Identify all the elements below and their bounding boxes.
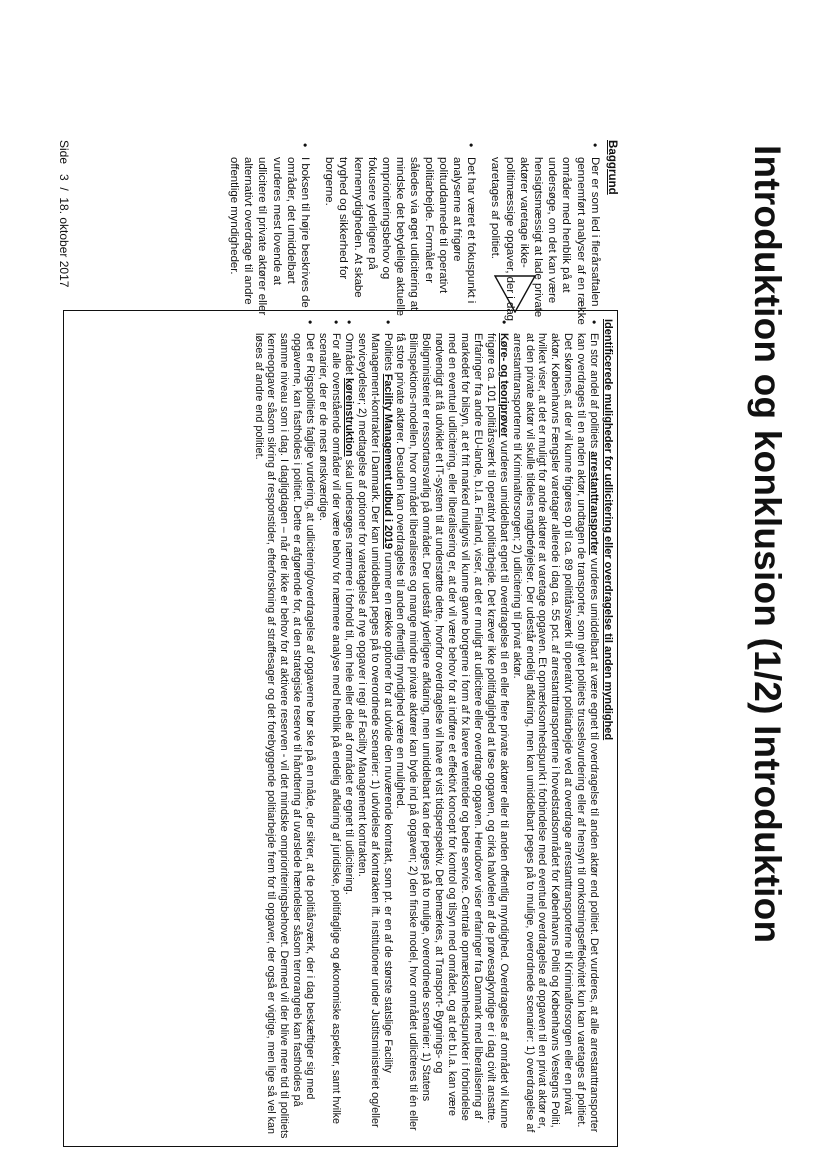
background-bullet: • I boksen til højre beskrives de områder, det umiddelbart vurderes mest lovende at udlicitere til private aktører eller alternativt overdrage til andre offentlige myndigheder. bbox=[227, 140, 312, 325]
background-bullet: • Der er som led i flerårsaftalen gennemført analyser af en række områder med henblik på at undersøge, om det kan være hensigtsmæssigt at lade private aktører varetage ikke-politimæssige opgaver, der i dag varetages af politiet. bbox=[488, 140, 602, 325]
identified-options-box bbox=[63, 310, 618, 1147]
background-bullet: • Det har været et fokuspunkt i analyserne at frigøre polituddannede til operativt politiarbejde. Formålet er således via øget udlicitering at mindske det betydelige aktuelle omprioriteringsbehov og fokusere yderligere på kernemydigheden. At skabe tryghed og sikkerhed for borgerne. bbox=[322, 140, 478, 325]
background-heading: Baggrund bbox=[606, 140, 619, 195]
option-item: • Politiets Facility Management udbud i 2019 rummer en række optioner for at udvide den nuværende kontrakt, som pt. er en af de største statslige Facility Management-kontrakter i Danmark. Der kan umiddelbart peges på to overordnede scenarier: 1) udvidelse af kontrakten ift. institutioner under Justitsministeriet og/eller serviceydelser; 2) medtagelse af optioner for varetagelse af nye opgaver i regi af Facility Management kontrakten. bbox=[355, 319, 394, 1140]
options-list bbox=[252, 319, 600, 1140]
option-item: • Køre- og teoriprøver vurderes umiddelbart egnet til overdragelse til en eller flere private aktører eller til anden offentlig myndighed. Overdragelse af området vil kunne frigøre ca. 101 politiårsværk til operativt politiarbejde. Det kræver ikke politifaglighed at løse opgaven, og cirka halvdelen af de prøvesagkyndige er i dag civilt ansatte. Erfaringer fra andre EU-lande, b.l.a. Finland, viser, at det er muligt at udlicitere eller overdrage opgaven. Herudover viser erfaringer fra Danmark med liberalisering af markedet for bilsyn, at et frit marked muligvis vil kunne gavne borgerne i form af fx lavere ventetider og bedre service. Centrale opmærksomhedspunkter i forbindelse med en eventuel udlicitering, eller liberalisering er, at der vil være behov for at indføre et effektivt koncept for kontrol og tilsyn med området, og at det b.l.a. kan være nødvendigt at få udviklet et IT-system til at understøtte dette, hvorfor overdragelse vil have et vist tidsperspektiv. Det bemærkes, at Transport- Bygnings- og Boligministeriet er ressortansvarlig på området. Der udestår yderligere afklaring, men umiddelbart kan der peges på to mulige, overordnede scenarier: 1) Statens Bilinspektions-modellen, hvor området liberaliseres og mange mindre private aktører kan byde ind på opgaven; 2) den finske model, hvor området udliciteres til én eller få store private aktører. Desuden kan overdragelse til anden offentlig myndighed være en mulighed. bbox=[394, 319, 510, 1140]
page-title: Introduktion og konklusion (1/2) Introduktion bbox=[747, 145, 788, 944]
option-item: • Området køreinstruktion skal undersøges nærmere i forhold til, om hele eller dele af området er egnet til udlicitering. bbox=[342, 319, 355, 1140]
page-footer: Side 3 / 18. oktober 2017 bbox=[57, 140, 71, 288]
option-keyword: køreinstruktion bbox=[342, 378, 355, 457]
option-item: • Det er Rigspolitiets faglige vurdering, at udlicitering/overdragelse af opgaverne bør ske på en måde, der sikrer, at de politiårsværk, der i dag beskæftiger sig med opgaverne, kan fastholdes i politiet. Dette er afgørende for, at den strategiske reserve til håndtering af uvarslede hændelser såsom terrorangreb kan fastholdes på samme niveau som i dag. I dagligdagen – når der ikke er behov for at aktivere reserven - vil det mindske omprioriteringsbehovet. Dermed vil der blive mere tid til politiets kerneopgaver såsom sikring af responstider, efterforskning af straffesager og det forebyggende politiarbejde frem for til opgaver, der også er vigtige, men lige så vel kan løses af andre end politiet. bbox=[252, 319, 317, 1140]
option-item: • En stor andel af politiets arrestanttransporter vurderes umiddelbart at være egnet til overdragelse til anden aktør end politiet. Det vurderes, at alle arrestanttransporter kan overdrages til en anden aktør, undtagen de transporter, som givet politiets trusselsvurdering eller af hensyn til omkostningseffektivitet kun kan varetages af politiet. Det skønnes, at der vil kunne frigøres op til ca. 89 polititårsværk til operativt politiarbejde ved at overdrage arrestanttransporterne til Kriminalforsorgen eller en privat aktør. Københavns Fængsler varetager allerede i dag ca. 55 pct. af arrestanttransporterne i hovedstadsområdet for Københavns Politi og Københavns Vestegns Politi, hvilket viser, at det er muligt for andre aktører at varetage opgaven. Et opmærksomhedspunkt i forbindelse med eventuel overdragelse af opgaven til en privat aktør er, at den private aktør vil skulle tildeles magtbeføjelser. Der udestår endelig afklaring, men kan umiddelbart peges på to mulige, overordnede scenarier: 1) overdragelse af arrestanttransporterne til Kriminalforsorgen; 2) udlicitering til privat aktør. bbox=[510, 319, 600, 1140]
option-keyword: Facility Management udbud i 2019 bbox=[381, 373, 394, 550]
box-heading: Identificerede muligheder for udlicitering eller overdragelse til anden myndighed bbox=[602, 319, 614, 741]
option-keyword: arrestanttransporter bbox=[588, 451, 601, 556]
background-section bbox=[217, 140, 619, 325]
arrow-right-icon bbox=[494, 275, 536, 313]
option-keyword: Køre- og teoriprøver bbox=[497, 333, 510, 438]
option-item: • For alle ovenstående områder vil der være behov for nærmere analyse med henblik på endelig afklaring af juridiske, politifaglige og økonomiske aspekter, samt hvilke scenarier, der er de mest ønskværdige. bbox=[316, 319, 342, 1140]
background-list bbox=[227, 140, 602, 325]
